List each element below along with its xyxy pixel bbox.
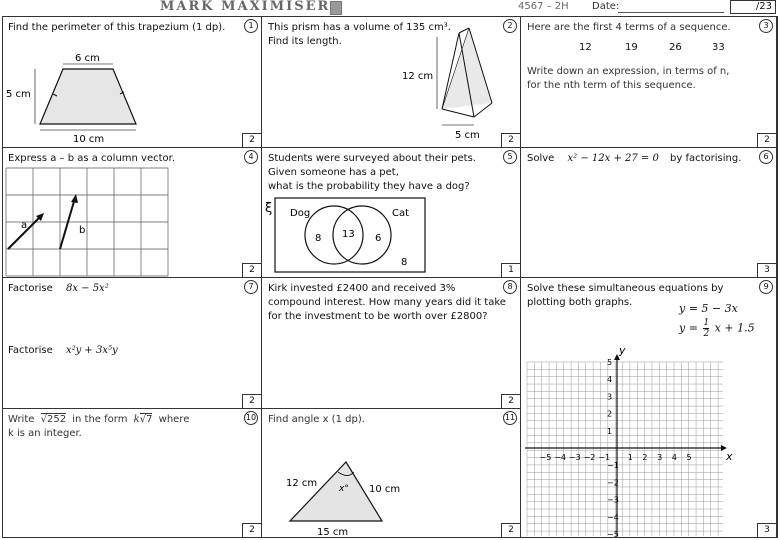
- brand-title: MARK MAXIMISER: [160, 0, 331, 14]
- question-3-line2: Write down an expression, in terms of n,: [527, 66, 730, 77]
- y-tick-label: −2: [607, 478, 619, 488]
- graph-gridlines: [527, 362, 723, 536]
- y-tick-label: 4: [607, 375, 613, 385]
- question-1: [3, 17, 262, 148]
- method-text: by factorising.: [670, 153, 742, 164]
- y-tick-label: 1: [607, 426, 613, 436]
- question-number: 4: [244, 150, 258, 164]
- question-7-part-b: [8, 344, 118, 358]
- question-8-line1: Kirk invested £2400 and received 3%: [268, 283, 456, 294]
- vector-b-label: b: [79, 225, 86, 236]
- quadratic-equation: x² − 12x + 27 = 0: [567, 153, 659, 164]
- x-tick-label: −1: [598, 453, 611, 462]
- x-tick-label: −2: [583, 453, 596, 462]
- x-tick-label: −4: [554, 453, 566, 462]
- angle-x-label: x°: [339, 484, 349, 494]
- root-7: 7: [146, 414, 153, 425]
- both-value: 13: [342, 229, 355, 240]
- marks-box: 2: [501, 133, 520, 147]
- question-9-line1: Solve these simultaneous equations by: [527, 283, 724, 294]
- question-8-line2: compound interest. How many years did it take: [268, 297, 506, 308]
- dog-label: Dog: [290, 208, 311, 219]
- total-score-box: /23: [730, 0, 776, 14]
- x-axis-label: x: [726, 450, 733, 463]
- x-tick-label: 4: [671, 453, 677, 462]
- vector-a-label: a: [21, 220, 28, 231]
- y-tick-label: −4: [607, 512, 619, 522]
- question-8: [262, 278, 521, 409]
- square-grid: [6, 168, 168, 276]
- sequence-term: 26: [669, 42, 682, 53]
- fraction-denominator: 2: [703, 329, 710, 339]
- trapezium-shape: [40, 69, 136, 124]
- marks-box: 2: [501, 394, 520, 408]
- k-symbol: k: [133, 414, 140, 425]
- paper-code: 4567 – 2H: [518, 1, 569, 12]
- dog-only-value: 8: [315, 233, 322, 244]
- prism-diagram: [262, 17, 521, 148]
- outside-value: 8: [401, 257, 408, 268]
- y-tick-label: 3: [607, 392, 613, 402]
- question-2-line1: This prism has a volume of 135 cm³.: [268, 22, 451, 33]
- where-text: where: [158, 414, 190, 425]
- factorise-label: Factorise: [8, 345, 53, 356]
- question-6-text: [527, 152, 741, 166]
- marks-box: 2: [242, 394, 261, 408]
- prism-height-label: 12 cm: [402, 71, 434, 82]
- coordinate-grid[interactable]: [521, 278, 777, 537]
- question-grid: [2, 16, 778, 538]
- question-number: 3: [759, 19, 773, 33]
- x-tick-label: −5: [539, 453, 552, 462]
- question-10-line2: k is an integer.: [8, 428, 82, 439]
- question-number: 6: [759, 150, 773, 164]
- question-number: 1: [244, 19, 258, 33]
- write-label: Write: [8, 414, 35, 425]
- marks-box: 2: [757, 133, 776, 147]
- triangle-right-label: 10 cm: [369, 484, 401, 495]
- sequence-term: 12: [579, 42, 592, 53]
- trapezium-bottom-label: 10 cm: [73, 134, 105, 145]
- marks-box: 2: [501, 523, 520, 537]
- question-3-line1: Here are the first 4 terms of a sequence.: [527, 22, 731, 33]
- question-9: [521, 278, 777, 537]
- marks-box: 3: [757, 263, 776, 277]
- prism-base-label: 5 cm: [455, 130, 480, 141]
- equation-2-lhs: y =: [679, 321, 698, 335]
- factorise-label: Factorise: [8, 283, 53, 294]
- question-10-text: Write √252 in the form k√7 where k is an integer.: [8, 414, 190, 439]
- question-1-text: Find the perimeter of this trapezium (1 dp).: [8, 22, 226, 33]
- triangle-bottom-label: 15 cm: [317, 527, 349, 537]
- question-5-line1: Students were surveyed about their pets.: [268, 153, 476, 164]
- x-tick-label: 5: [686, 453, 692, 462]
- x-tick-label: 3: [657, 453, 663, 462]
- y-tick-label: −5: [607, 529, 619, 537]
- question-number: 8: [503, 280, 517, 294]
- solve-label: Solve: [527, 153, 555, 164]
- expression-b: x²y + 3x⁵y: [65, 345, 118, 356]
- calculator-icon: [330, 1, 342, 15]
- cat-label: Cat: [392, 208, 410, 219]
- sequence-term: 19: [625, 42, 638, 53]
- marks-box: 2: [242, 523, 261, 537]
- question-2-line2: Find its length.: [268, 36, 342, 47]
- question-11: [262, 409, 521, 537]
- marks-box: 2: [242, 133, 261, 147]
- sequence-term: 33: [712, 42, 725, 53]
- worksheet-header: [0, 0, 780, 16]
- question-5-line3: what is the probability they have a dog?: [268, 181, 470, 192]
- question-8-line3: for the investment to be worth over £2800?: [268, 311, 488, 322]
- question-number: 7: [244, 280, 258, 294]
- question-7-part-a: [8, 282, 109, 296]
- y-tick-label: 2: [607, 409, 613, 419]
- y-tick-label: 5: [607, 358, 613, 368]
- radicand: 252: [46, 414, 67, 425]
- y-axis-label: y: [619, 344, 626, 357]
- question-5-line2: Given someone has a pet,: [268, 167, 399, 178]
- date-field[interactable]: [618, 12, 724, 13]
- question-9-line2: plotting both graphs.: [527, 297, 633, 308]
- question-8-text: [268, 282, 506, 324]
- triangle-diagram: [262, 409, 521, 537]
- expression-a: 8x − 5x²: [65, 283, 109, 294]
- marks-box: 1: [501, 263, 520, 277]
- x-tick-label: 1: [627, 453, 633, 462]
- question-7: [3, 278, 262, 409]
- question-number: 9: [759, 280, 773, 294]
- fraction-numerator: 1: [703, 318, 710, 328]
- trapezium-side-label: 5 cm: [6, 89, 31, 100]
- question-4-text: Express a – b as a column vector.: [8, 153, 176, 164]
- trapezium-top-label: 6 cm: [75, 53, 100, 64]
- date-label: Date:: [592, 1, 620, 12]
- question-number: 5: [503, 150, 517, 164]
- question-3-line3: for the nth term of this sequence.: [527, 80, 696, 91]
- question-11-text: Find angle x (1 dp).: [268, 414, 365, 425]
- question-3: [521, 17, 777, 148]
- marks-box: 3: [757, 523, 776, 537]
- question-6: [521, 148, 777, 278]
- marks-box: 2: [242, 263, 261, 277]
- triangle-left-label: 12 cm: [286, 478, 318, 489]
- question-number: 2: [503, 19, 517, 33]
- trapezium-diagram: [3, 17, 262, 148]
- form-text: in the form: [72, 414, 128, 425]
- vector-grid-diagram: [3, 148, 262, 278]
- x-tick-label: −3: [568, 453, 581, 462]
- y-tick-label: −1: [607, 461, 619, 471]
- universal-set-symbol: ξ: [265, 201, 273, 216]
- question-number: 10: [244, 411, 258, 425]
- equation-1: y = 5 − 3x: [679, 302, 738, 315]
- cat-only-value: 6: [375, 233, 382, 244]
- vector-b-arrow: [60, 198, 75, 249]
- question-4: [3, 148, 262, 278]
- x-tick-label: 2: [642, 453, 648, 462]
- y-tick-label: −3: [607, 495, 619, 505]
- venn-diagram: [262, 148, 521, 278]
- question-10: [3, 409, 262, 537]
- question-number: 11: [503, 411, 517, 425]
- question-5: [262, 148, 521, 278]
- equation-2-rhs: x + 1.5: [714, 321, 755, 335]
- question-2: [262, 17, 521, 148]
